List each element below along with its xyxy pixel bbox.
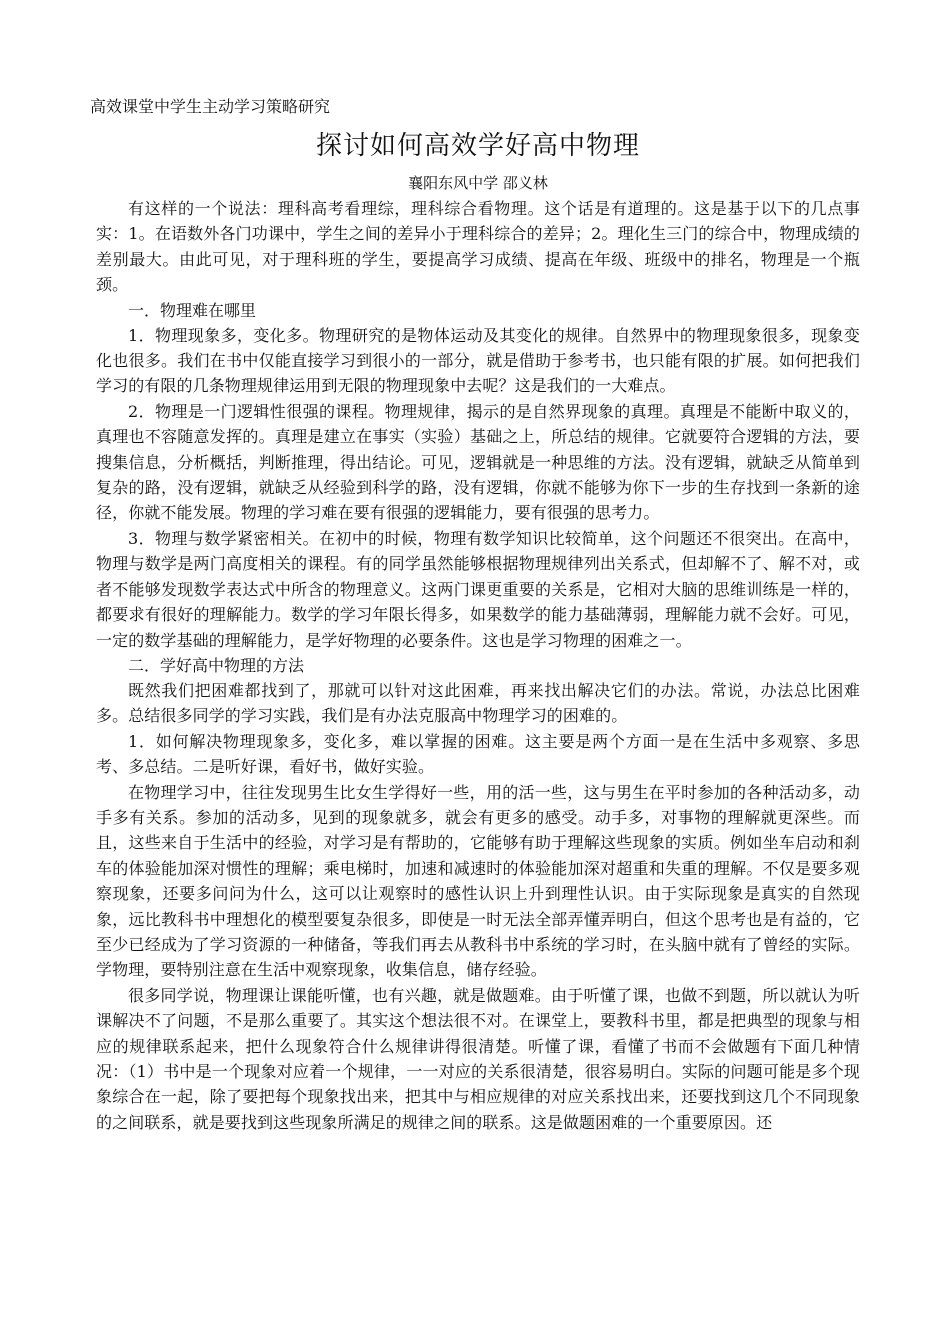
document-page [90, 96, 860, 1135]
paragraph: 3．物理与数学紧密相关。在初中的时候，物理有数学知识比较简单，这个问题还不很突出。在高中，物理与数学是两门高度相关的课程。有的同学虽然能够根据物理规律列出关系式，但却解不了、解不对，或者不能够发现数学表达式中所含的物理意义。这两门课更重要的关系是，它相对大脑的思维训练是一样的，都要求有很好的理解能力。数学的学习年限长得多，如果数学的能力基础薄弱，理解能力就不会好。可见，一定的数学基础的理解能力，是学好物理的必要条件。这也是学习物理的困难之一。 [96, 528, 860, 650]
paragraph: 1．如何解决物理现象多，变化多，难以掌握的困难。这主要是两个方面一是在生活中多观察、多思考、多总结。二是听好课，看好书，做好实验。 [96, 731, 860, 777]
paragraph: 1．物理现象多，变化多。物理研究的是物体运动及其变化的规律。自然界中的物理现象很多，现象变化也很多。我们在书中仅能直接学习到很小的一部分，就是借助于参考书，也只能有限的扩展。如何把我们学习的有限的几条物理规律运用到无限的物理现象中去呢？这是我们的一大难点。 [96, 325, 860, 396]
intro-paragraph: 有这样的一个说法：理科高考看理综，理科综合看物理。这个话是有道理的。这是基于以下的几点事实：1。在语数外各门功课中，学生之间的差异小于理科综合的差异；2。理化生三门的综合中，物理成绩的差别最大。由此可见，对于理科班的学生，要提高学习成绩、提高在年级、班级中的排名，物理是一个瓶颈。 [96, 199, 860, 295]
author-line: 襄阳东风中学 邵义林 [408, 174, 548, 192]
section-heading-methods: 二．学好高中物理的方法 [128, 655, 305, 675]
section-heading-difficulties: 一．物理难在哪里 [128, 300, 257, 320]
paragraph: 既然我们把困难都找到了，那就可以针对这此困难，再来找出解决它们的办法。常说，办法总比困难多。总结很多同学的学习实践，我们是有办法克服高中物理学习的困难的。 [96, 680, 860, 726]
paragraph: 在物理学习中，往往发现男生比女生学得好一些，用的活一些，这与男生在平时参加的各种活动多，动手多有关系。参加的活动多，见到的现象就多，就会有更多的感受。动手多，对事物的理解就更深些。而且，这些来自于生活中的经验，对学习是有帮助的，它能够有助于理解这些现象的实质。例如坐车启动和刹车的体验能加深对惯性的理解；乘电梯时，加速和减速时的体验能加深对超重和失重的理解。不仅是要多观察现象，还要多问问为什么，这可以让观察时的感性认识上升到理性认识。由于实际现象是真实的自然现象，远比教科书中理想化的模型要复杂很多，即使是一时无法全部弄懂弄明白，但这个思考也是有益的，它至少已经成为了学习资源的一种储备，等我们再去从教科书中系统的学习时，在头脑中就有了曾经的实际。学物理，要特别注意在生活中观察现象，收集信息，储存经验。 [96, 782, 860, 980]
document-title: 探讨如何高效学好高中物理 [315, 131, 640, 161]
running-header: 高效课堂中学生主动学习策略研究 [90, 97, 331, 116]
paragraph: 很多同学说，物理课让课能听懂，也有兴趣，就是做题难。由于听懂了课，也做不到题，所以就认为听课解决不了问题，不是那么重要了。其实这个想法很不对。在课堂上，要教科书里，都是把典型的现象与相应的规律联系起来，把什么现象符合什么规律讲得很清楚。听懂了课，看懂了书而不会做题有下面几种情况：（1）书中是一个现象对应着一个规律，一一对应的关系很清楚，很容易明白。实际的问题可能是多个现象综合在一起，除了要把每个现象找出来，把其中与相应规律的对应关系找出来，还要找到这几个不同现象的之间联系，就是要找到这些现象所满足的规律之间的联系。这是做题困难的一个重要原因。还 [96, 985, 860, 1132]
paragraph: 2．物理是一门逻辑性很强的课程。物理规律，揭示的是自然界现象的真理。真理是不能断中取义的，真理也不容随意发挥的。真理是建立在事实（实验）基础之上，所总结的规律。它就要符合逻辑的方法，要搜集信息，分析概括，判断推理，得出结论。可见，逻辑就是一种思维的方法。没有逻辑，就缺乏从简单到复杂的路，没有逻辑，就缺乏从经验到科学的路，没有逻辑，你就不能够为你下一步的生存找到一条新的途径，你就不能发展。物理的学习难在要有很强的逻辑能力，要有很强的思考力。 [96, 401, 860, 523]
